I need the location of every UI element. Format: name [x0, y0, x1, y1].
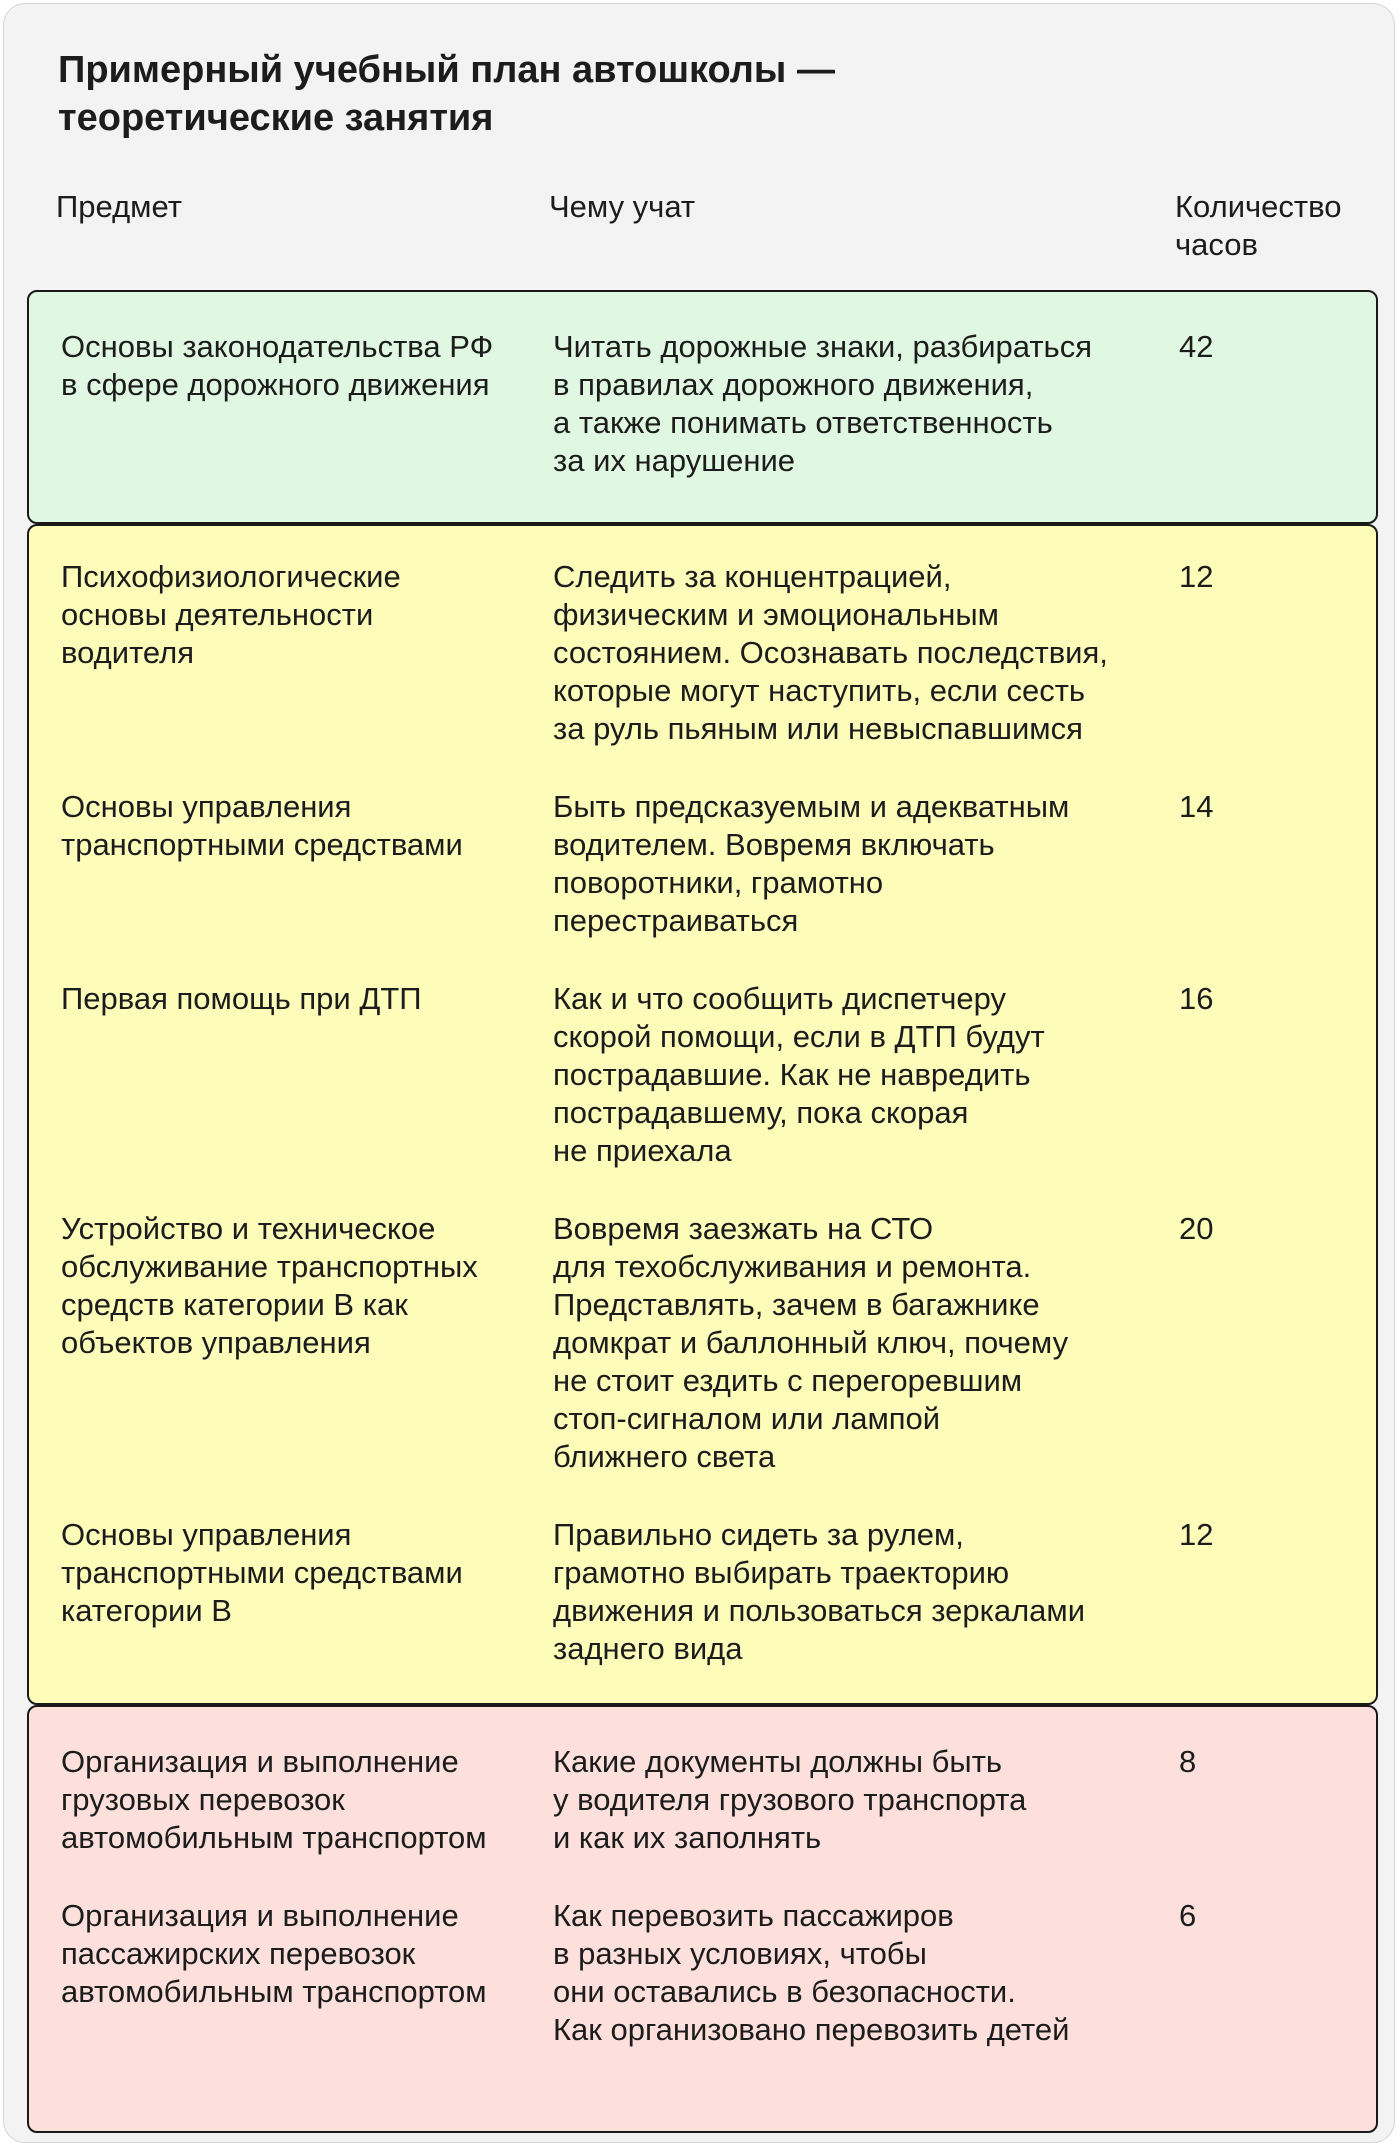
row-hours: 6: [1179, 1898, 1197, 1933]
row-description: Как перевозить пассажиров в разных условиях, чтобы они оставались в безопасности. Как организовано перевозить детей: [553, 1898, 1070, 2047]
row-description: Следить за концентрацией, физическим и эмоциональным состоянием. Осознавать последствия, которые могут наступить, если сесть за руль пьяным или невыспавшимся: [553, 559, 1108, 746]
row-hours: 8: [1179, 1744, 1197, 1779]
column-header-hours: Количество часов: [1175, 189, 1342, 262]
row-hours: 14: [1179, 789, 1214, 824]
page-title: Примерный учебный план автошколы — теоретические занятия: [58, 49, 835, 139]
row-subject: Основы управления транспортными средствами: [61, 789, 463, 862]
row-description: Как и что сообщить диспетчеру скорой помощи, если в ДТП будут пострадавшие. Как не навредить пострадавшему, пока скорая не приехала: [553, 981, 1045, 1168]
row-hours: 42: [1179, 329, 1214, 364]
column-header-subject: Предмет: [56, 189, 182, 224]
row-subject: Организация и выполнение грузовых перевозок автомобильным транспортом: [61, 1744, 487, 1855]
group-green: [27, 290, 1378, 524]
row-description: Правильно сидеть за рулем, грамотно выбирать траекторию движения и пользоваться зеркалами заднего вида: [553, 1517, 1086, 1666]
row-subject: Основы управления транспортными средствами категории B: [61, 1517, 463, 1628]
row-description: Вовремя заезжать на СТО для техобслуживания и ремонта. Представлять, зачем в багажнике домкрат и баллонный ключ, почему не стоит ездить с перегоревшим стоп-сигналом или лампой ближнего света: [553, 1211, 1069, 1474]
row-description: Быть предсказуемым и адекватным водителем. Вовремя включать поворотники, грамотно перестраиваться: [553, 789, 1070, 938]
row-description: Читать дорожные знаки, разбираться в правилах дорожного движения, а также понимать ответственность за их нарушение: [553, 329, 1092, 478]
row-subject: Устройство и техническое обслуживание транспортных средств категории B как объектов управления: [61, 1211, 478, 1360]
group-red: [27, 1705, 1378, 2133]
row-description: Какие документы должны быть у водителя грузового транспорта и как их заполнять: [553, 1744, 1027, 1855]
group-yellow: [27, 524, 1378, 1705]
column-header-description: Чему учат: [549, 189, 696, 224]
row-hours: 20: [1179, 1211, 1214, 1246]
row-hours: 12: [1179, 1517, 1214, 1552]
row-hours: 16: [1179, 981, 1214, 1016]
row-subject: Первая помощь при ДТП: [61, 981, 422, 1016]
row-hours: 12: [1179, 559, 1214, 594]
row-subject: Основы законодательства РФ в сфере дорожного движения: [61, 329, 494, 402]
row-subject: Организация и выполнение пассажирских перевозок автомобильным транспортом: [61, 1898, 487, 2009]
curriculum-card: [3, 3, 1395, 2143]
row-subject: Психофизиологические основы деятельности водителя: [61, 559, 401, 670]
